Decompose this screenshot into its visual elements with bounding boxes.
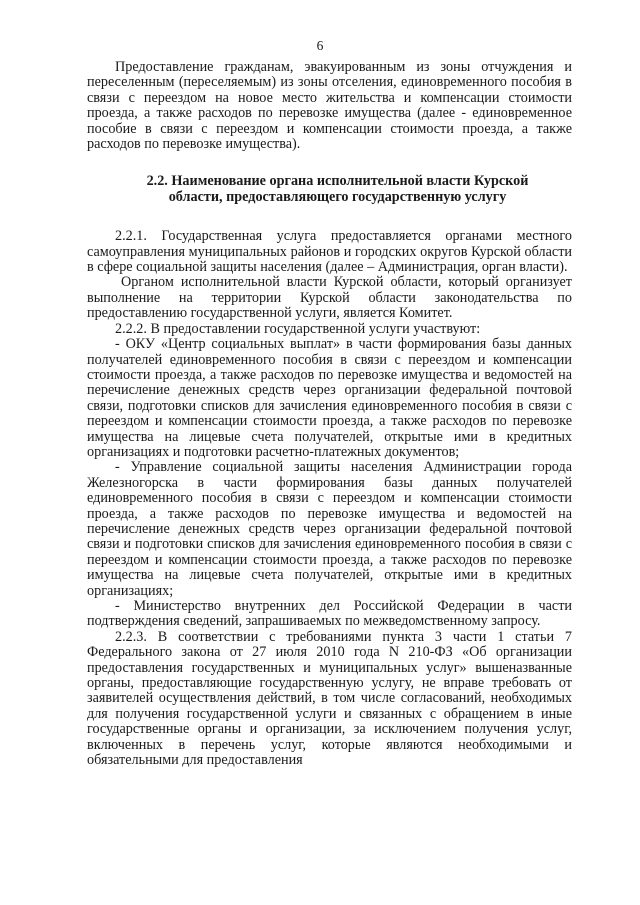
paragraph-2-2-2: 2.2.2. В предоставлении государственной услуги участвуют: [115, 320, 481, 337]
page-number: 6 [316, 38, 324, 53]
paragraph-executive-organ: Органом исполнительной власти Курской области, который организует выполнение на территории Курской области законодательства по предоставлению государственной услуги, является Комитет. [87, 274, 572, 322]
intro-paragraph: Предоставление гражданам, эвакуированным из зоны отчуждения и переселенным (переселяемым) из зоны отселения, единовременного пособия в связи с переездом на новое место жительства и компенсации стоимости проезда, а также расходов по перевозке имущества (далее - единовременное пособие в связи с переездом и компенсации стоимости проезда, а также расходов по перевозке имущества). [87, 59, 572, 153]
document-body [87, 60, 572, 768]
list-item-social-protection: - Управление социальной защиты населения Администрации города Железногорска в части формирования базы данных получателей единовременного пособия в связи с переездом и компенсации стоимости проезда, а также расходов по перевозке имущества и ведомостей на перечисление денежных средств через организации федеральной почтовой связи и подготовки списков для зачисления единовременного пособия в связи с переездом и компенсации стоимости проезда, а также расходов по перевозке имущества на лицевые счета получателей, открытые ими в кредитных организациях; [87, 459, 572, 599]
paragraph-2-2-1: 2.2.1. Государственная услуга предоставляется органами местного самоуправления муниципальных районов и городских округов Курской области в сфере социальной защиты населения (далее – Администрация, орган власти). [87, 228, 572, 276]
list-item-interior-ministry: - Министерство внутренних дел Российской Федерации в части подтверждения сведений, запрашиваемых по межведомственному запросу. [87, 598, 572, 630]
list-item-oku: - ОКУ «Центр социальных выплат» в части формирования базы данных получателей единовременного пособия в связи с переездом и компенсации стоимости проезда, а также расходов по перевозке имущества и ведомостей на перечисление денежных средств через организации федеральной почтовой связи, подготовки списков для зачисления единовременного пособия в связи с переездом и компенсации стоимости проезда, а также расходов по перевозке имущества на лицевые счета получателей, открытые ими в кредитных организациях и подготовки расчетно-платежных документов; [87, 336, 572, 460]
section-heading: 2.2. Наименование органа исполнительной власти Курской области, предоставляющего государственную услугу [146, 173, 529, 205]
paragraph-2-2-3: 2.2.3. В соответствии с требованиями пункта 3 части 1 статьи 7 Федерального закона от 27 июля 2010 года N 210-ФЗ «Об организации предоставления государственных и муниципальных услуг» вышеназванные органы, предоставляющие государственную услугу, не вправе требовать от заявителей осуществления действий, в том числе согласований, необходимых для получения государственной услуги и связанных с обращением в иные государственные органы и организации, за исключением получения услуг, включенных в перечень услуг, которые являются необходимыми и обязательными для предоставления [87, 628, 572, 769]
